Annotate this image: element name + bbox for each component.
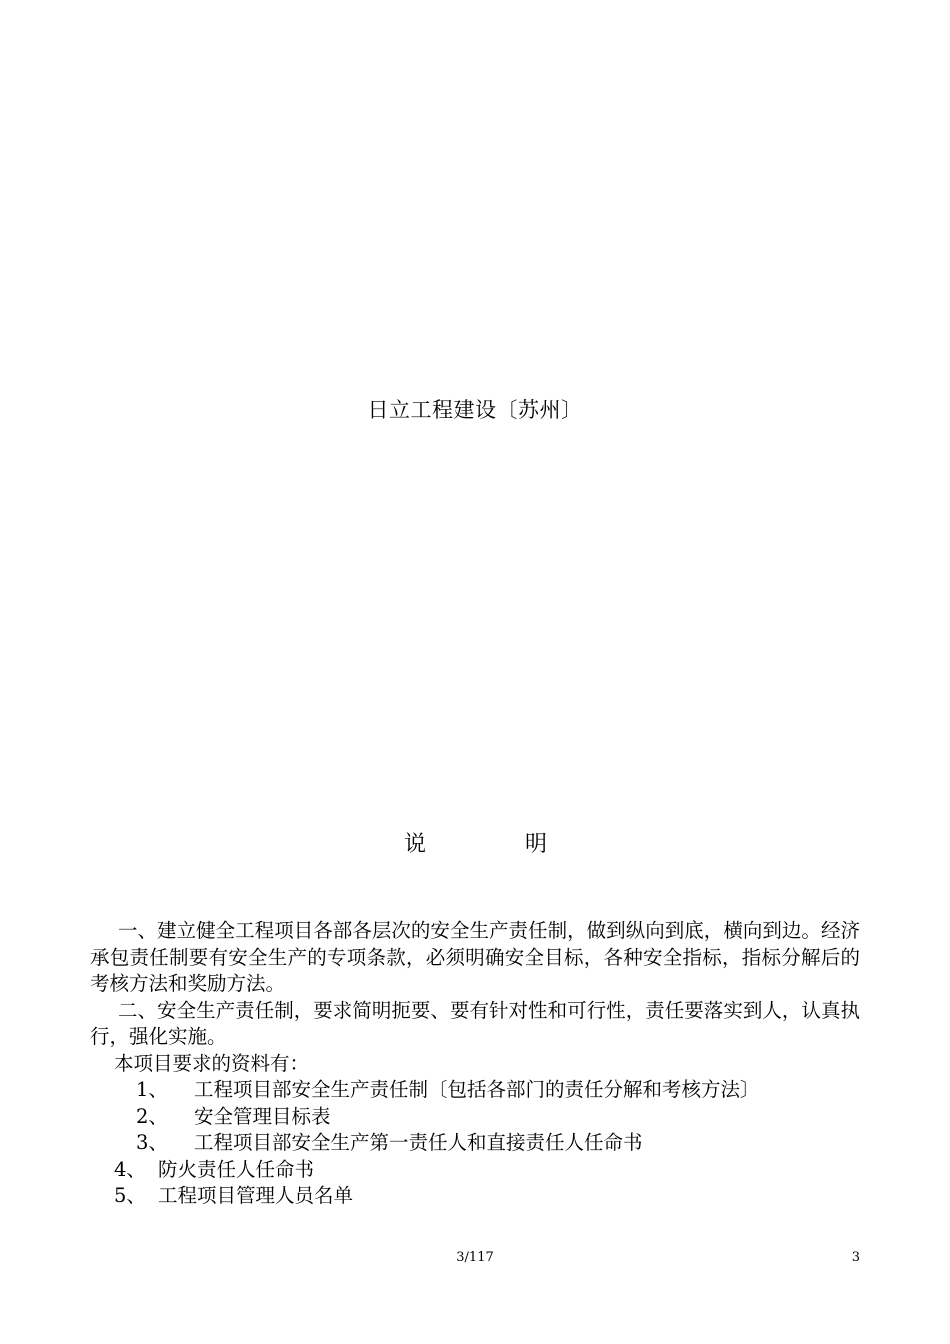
materials-intro: 本项目要求的资料有： bbox=[114, 1051, 310, 1075]
list-item-text: 安全管理目标表 bbox=[194, 1104, 331, 1128]
list-item bbox=[90, 1130, 860, 1157]
list-item-text: 工程项目部安全生产责任制〔包括各部门的责任分解和考核方法〕 bbox=[194, 1078, 760, 1101]
footer-page-number: 3 bbox=[851, 1250, 860, 1265]
list-item bbox=[90, 1077, 860, 1104]
footer-page-of-total: 3/117 bbox=[456, 1250, 494, 1265]
paragraph-1: 一、建立健全工程项目各部各层次的安全生产责任制，做到纵向到底，横向到边。经济承包责任制要有安全生产的专项条款，必须明确安全目标，各种安全指标，指标分解后的考核方法和奖励方法。 bbox=[90, 919, 860, 995]
list-item bbox=[90, 1104, 860, 1131]
materials-list bbox=[90, 1077, 860, 1210]
heading-char-1: 说 bbox=[404, 832, 427, 857]
list-item-number: 4、 bbox=[114, 1157, 146, 1181]
body-text bbox=[90, 918, 860, 1210]
list-item bbox=[90, 1157, 860, 1184]
list-item-text: 防火责任人任命书 bbox=[158, 1157, 315, 1181]
section-heading bbox=[404, 830, 564, 860]
list-item-number: 2、 bbox=[136, 1104, 168, 1128]
list-item bbox=[90, 1183, 860, 1210]
paragraph-2: 二、安全生产责任制，要求简明扼要、要有针对性和可行性，责任要落实到人，认真执行，强化实施。 bbox=[90, 998, 860, 1048]
company-name: 日立工程建设〔苏州〕 bbox=[367, 398, 583, 422]
list-item-number: 5、 bbox=[114, 1184, 146, 1207]
list-item-text: 工程项目部安全生产第一责任人和直接责任人任命书 bbox=[194, 1131, 643, 1154]
list-item-number: 1、 bbox=[136, 1078, 168, 1101]
heading-char-2: 明 bbox=[525, 832, 548, 857]
list-item-number: 3、 bbox=[136, 1131, 168, 1154]
list-item-text: 工程项目管理人员名单 bbox=[158, 1184, 354, 1207]
